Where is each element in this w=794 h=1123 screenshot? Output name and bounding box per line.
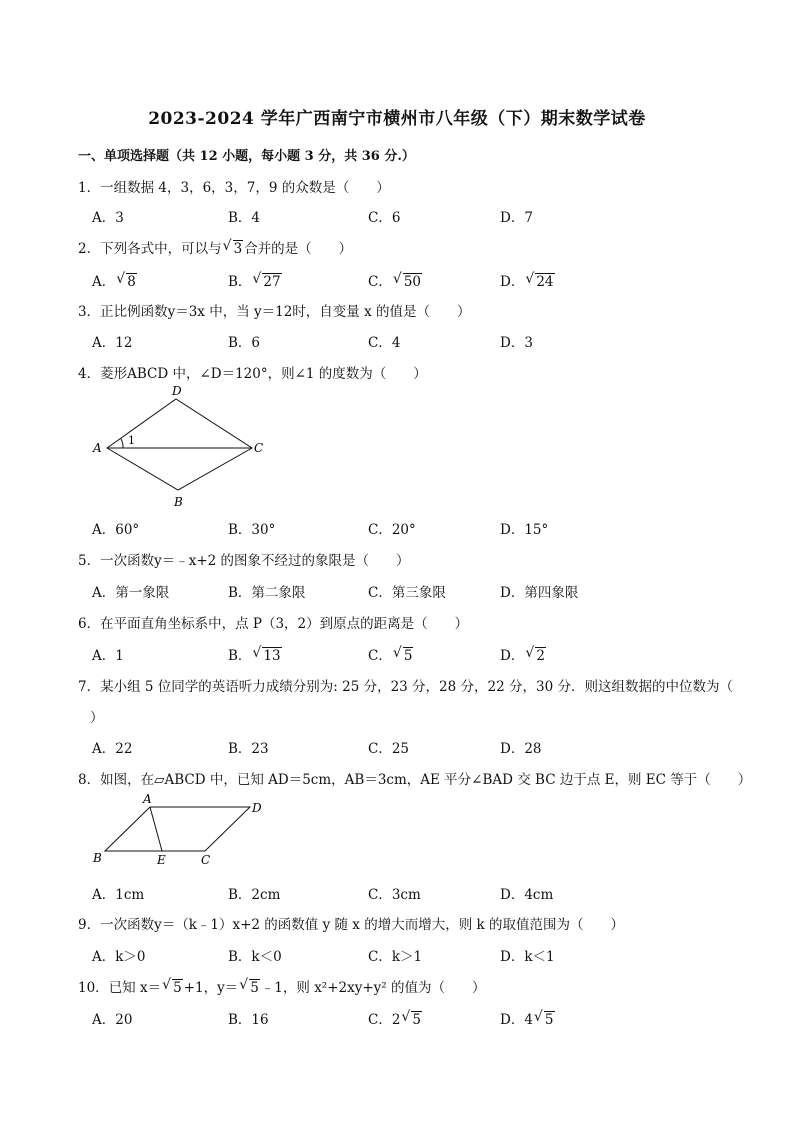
question-stem-post: ﹣1，则 x²+2xy+y² 的值为（ ） [260, 980, 486, 996]
question-number: 1． [78, 180, 101, 196]
question-9 [78, 913, 624, 933]
rhombus-figure [88, 382, 278, 512]
question-number: 4． [78, 366, 101, 382]
option-d[interactable]: D．15° [500, 522, 549, 538]
parallelogram-figure [88, 790, 278, 870]
question-stem: 一组数据 4，3，6，3，7，9 的众数是（ ） [100, 180, 390, 196]
vertex-label-c: C [254, 441, 264, 455]
question-stem: 在平面直角坐标系中，点 P（3，2）到原点的距离是（ ） [100, 616, 469, 632]
sqrt-expression: √ 3 [222, 238, 243, 257]
question-number: 10． [78, 980, 109, 996]
option-a[interactable]: A．60° [92, 522, 140, 538]
option-a[interactable]: A．3 [92, 210, 124, 226]
question-number: 3． [78, 304, 101, 320]
option-d[interactable]: D．k＜1 [500, 949, 555, 965]
option-c[interactable]: C．第三象限 [368, 585, 446, 601]
vertex-label-b: B [174, 495, 183, 509]
option-b[interactable]: B．4 [228, 210, 261, 226]
question-10 [78, 976, 486, 996]
question-stem: 某小组 5 位同学的英语听力成绩分别为: 25 分，23 分，28 分，22 分，30 分．则这组数据的中位数为（ [100, 679, 733, 695]
vertex-label-a: A [93, 441, 102, 455]
option-a[interactable]: A． √ 8 [92, 271, 136, 290]
option-d[interactable]: D．28 [500, 741, 542, 757]
vertex-label-c: C [201, 853, 211, 867]
option-b[interactable]: B．6 [228, 335, 261, 351]
option-c[interactable]: C．4 [368, 335, 401, 351]
question-number: 2． [78, 241, 101, 257]
option-a[interactable]: A．k＞0 [92, 949, 146, 965]
question-stem-mid: +1，y＝ [183, 980, 239, 996]
question-8 [78, 768, 751, 788]
question-stem: 一次函数y＝﹣x+2 的图象不经过的象限是（ ） [100, 553, 410, 569]
question-number: 5． [78, 553, 101, 569]
option-c[interactable]: C． √ 50 [368, 271, 422, 290]
option-c[interactable]: C．6 [368, 210, 401, 226]
option-b[interactable]: B．16 [228, 1012, 269, 1028]
question-1 [78, 176, 390, 196]
option-c[interactable]: C． √ 5 [368, 645, 413, 664]
option-b[interactable]: B．2cm [228, 887, 281, 903]
option-a[interactable]: A．1cm [92, 887, 145, 903]
vertex-label-a: A [143, 792, 152, 806]
option-d[interactable]: D．7 [500, 210, 533, 226]
sqrt-expression: √ 5 [162, 977, 182, 996]
question-5 [78, 549, 410, 569]
exam-title: 2023-2024 学年广西南宁市横州市八年级（下）期末数学试卷 [148, 109, 646, 129]
question-7-continuation: ） [90, 710, 104, 726]
section-heading: 一、单项选择题（共 12 小题，每小题 3 分，共 36 分.） [78, 149, 415, 164]
option-c[interactable]: C．25 [368, 741, 410, 757]
option-d[interactable]: D． √ 24 [500, 271, 554, 290]
parallelogram-outline [105, 807, 250, 851]
vertex-label-e: E [157, 853, 166, 867]
option-b[interactable]: B．23 [228, 741, 269, 757]
option-c[interactable]: C．k＞1 [368, 949, 423, 965]
vertex-label-b: B [93, 851, 102, 865]
question-number: 6． [78, 616, 101, 632]
segment-ae [150, 807, 162, 851]
option-b[interactable]: B．第二象限 [228, 585, 306, 601]
option-d[interactable]: D．第四象限 [500, 585, 579, 601]
sqrt-expression: √ 5 [239, 977, 259, 996]
question-number: 9． [78, 917, 101, 933]
option-a[interactable]: A．20 [92, 1012, 133, 1028]
question-stem-post: 合并的是（ ） [244, 241, 353, 257]
question-7 [78, 675, 733, 695]
option-c[interactable]: C．20° [368, 522, 416, 538]
option-a[interactable]: A．第一象限 [92, 585, 170, 601]
question-3 [78, 300, 471, 320]
angle-1-arc [121, 439, 123, 448]
option-d[interactable]: D． √ 2 [500, 645, 545, 664]
question-number: 8． [78, 772, 101, 788]
option-c[interactable]: C．3cm [368, 887, 421, 903]
option-b[interactable]: B．30° [228, 522, 276, 538]
option-d[interactable]: D．3 [500, 335, 533, 351]
vertex-label-d: D [172, 384, 182, 398]
option-a[interactable]: A．12 [92, 335, 133, 351]
question-stem-pre: 已知 x＝ [108, 980, 162, 996]
angle-label-1: 1 [128, 434, 135, 447]
option-a[interactable]: A．22 [92, 741, 133, 757]
option-a[interactable]: A．1 [92, 648, 124, 664]
option-d[interactable]: D．4cm [500, 887, 554, 903]
question-stem-pre: 下列各式中，可以与 [100, 241, 222, 257]
question-4 [78, 362, 427, 382]
option-d[interactable]: D．4 √ 5 [500, 1009, 554, 1028]
option-b[interactable]: B． √ 13 [228, 645, 281, 664]
question-stem: 菱形ABCD 中，∠D＝120°，则∠1 的度数为（ ） [100, 366, 427, 382]
question-stem: 正比例函数y＝3x 中，当 y＝12时，自变量 x 的值是（ ） [100, 304, 471, 320]
question-stem: 一次函数y＝（k﹣1）x+2 的函数值 y 随 x 的增大而增大，则 k 的取值范围为（ ） [100, 917, 624, 933]
question-6 [78, 612, 468, 632]
question-number: 7． [78, 679, 101, 695]
question-2 [78, 237, 352, 257]
option-b[interactable]: B． √ 27 [228, 271, 281, 290]
option-c[interactable]: C．2 √ 5 [368, 1009, 422, 1028]
question-stem: 如图，在▱ABCD 中，已知 AD＝5cm，AB＝3cm，AE 平分∠BAD 交 BC 边于点 E，则 EC 等于（ ） [100, 772, 752, 788]
vertex-label-d: D [252, 801, 262, 815]
option-b[interactable]: B．k＜0 [228, 949, 282, 965]
